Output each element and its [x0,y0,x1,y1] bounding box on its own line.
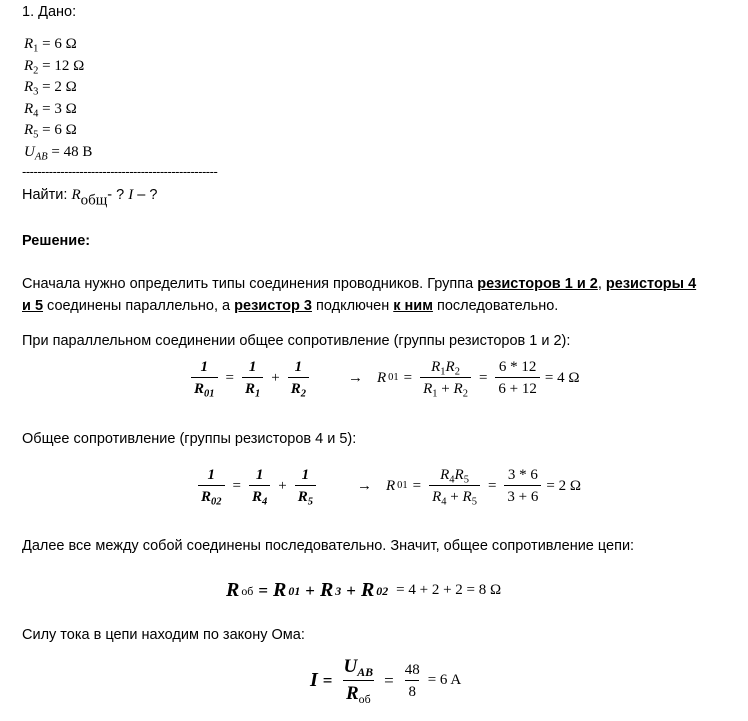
given-r2: $R_2 = 12$ Ω [24,57,85,77]
parallel2-text: Общее сопротивление (группы резисторов 4 и 5): [22,431,357,447]
parallel1-formula: $\frac{1}{R_{01}}$ = $\frac{1}{R_1}$ + $\frac{1}{R_2}$ → R 01 = $\frac{R_1R_2}{R_1 + R_2}$ = $\frac{6 * 12}{6 + 12}$ = 4 Ω [188,358,579,398]
fraction: $\frac{1}{R_{01}}$ [191,358,218,398]
parallel2-formula: $\frac{1}{R_{02}}$ = $\frac{1}{R_4}$ + $\frac{1}{R_5}$ → R 01 = $\frac{R_4R_5}{R_4 + R_5}$ = $\frac{3 * 6}{3 + 6}$ = 2 Ω [195,466,581,506]
ohm-text: Силу тока в цепи находим по закону Ома: [22,627,305,643]
parallel1-text: При параллельном соединении общее сопротивление (группы резисторов 1 и 2): [22,333,571,349]
fraction: $\frac{6 * 12}{6 + 12}$ [495,358,539,398]
fraction: $\frac{1}{R_1}$ [242,358,263,398]
fraction: $\frac{3 * 6}{3 + 6}$ [504,466,541,506]
solution-heading: Решение: [22,233,91,249]
given-r4: $R_4 = 3$ Ω [24,100,77,120]
intro-paragraph: Сначала нужно определить типы соединения проводников. Группа резисторов 1 и 2, резисторы 4 и 5 соединены параллельно, а резистор 3 подключен к ним последовательно. [22,276,697,314]
divider-line: --------------------------------------------------- [22,164,218,179]
fraction: $\frac{R_4R_5}{R_4 + R_5}$ [429,466,480,506]
given-r1: $R_1 = 6$ Ω [24,36,77,55]
fraction: $\frac{U_{AB}}{R_{об}}$ [343,656,374,706]
fraction: $\frac{1}{R_4}$ [249,466,270,506]
problem-title: 1. Дано: [22,4,77,20]
given-r5: $R_5 = 6$ Ω [24,122,77,142]
fraction: $\frac{1}{R_5}$ [295,466,316,506]
find-line: Найти: $R_{общ}-$ ? I – ? [22,187,158,209]
fraction: $\frac{48}{8}$ [404,661,420,700]
fraction: $\frac{R_1R_2}{R_1 + R_2}$ [420,358,471,398]
fraction: $\frac{1}{R_2}$ [288,358,309,398]
arrow-icon: → [347,369,363,386]
given-r3: $R_3 = 2$ Ω [24,79,77,98]
given-list [24,34,92,164]
given-uab: $U_{AB} = 48$ В [24,143,93,163]
series-formula: R об = R 01 + R 3 + R 02 = 4 + 2 + 2 = 8 Ω [226,579,502,601]
arrow-icon: → [356,477,372,494]
ohm-formula: I = $\frac{U_{AB}}{R_{об}}$ = $\frac{48}{8}$ = 6 A [310,656,462,706]
series-text: Далее все между собой соединены последовательно. Значит, общее сопротивление цепи: [22,538,635,554]
fraction: $\frac{1}{R_{02}}$ [198,466,225,506]
